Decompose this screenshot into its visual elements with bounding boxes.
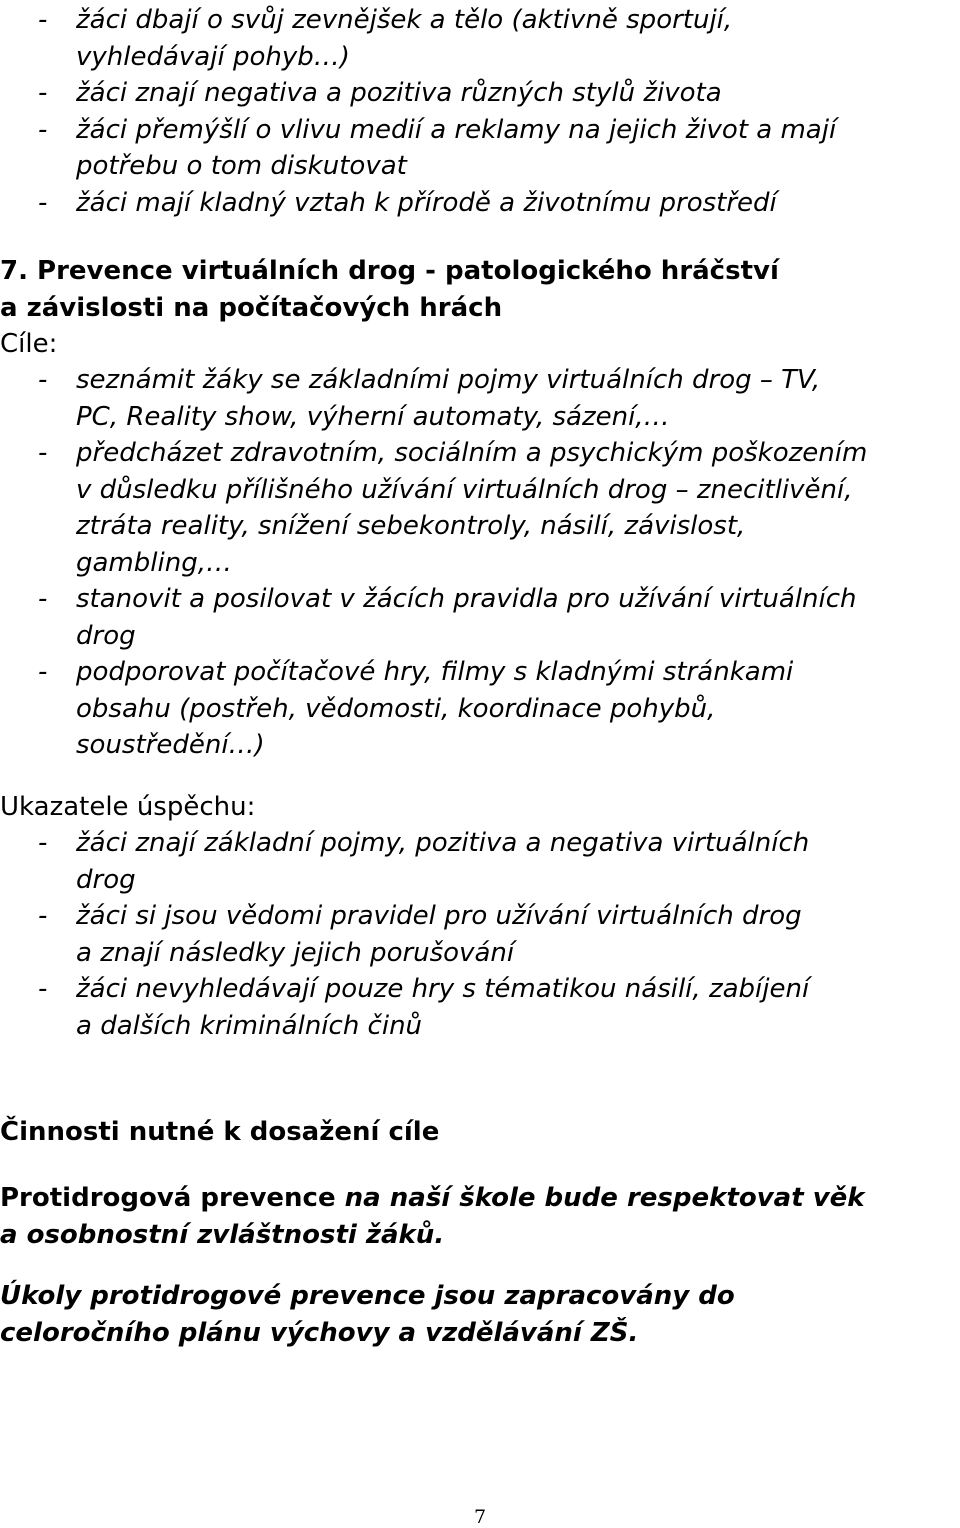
list-item-text [76, 112, 960, 185]
list-dash: - [38, 187, 48, 218]
list-item [0, 75, 960, 112]
list-item-line: ztráta reality, snížení sebekontroly, násilí, závislost, [76, 511, 746, 541]
list-item-text [76, 435, 960, 581]
list-item [0, 2, 960, 75]
list-item-line: v důsledku přílišného užívání virtuálních drog – znecitlivění, [76, 474, 853, 505]
statement-tasks-line-2: celoročního plánu výchovy a vzdělávání ZŠ. [0, 1317, 639, 1348]
list-item-text [76, 581, 960, 654]
statement-prevention-bold: Protidrogová prevence [0, 1183, 345, 1213]
list-item-line: žáci přemýšlí o vlivu medií a reklamy na jejich život a mají [76, 114, 837, 145]
list-item-text [76, 185, 960, 222]
list-item-text [76, 75, 960, 112]
list-item-line: stanovit a posilovat v žácích pravidla pro užívání virtuálních [76, 584, 857, 614]
list-item-line: žáci nevyhledávají pouze hry s tématikou násilí, zabíjení [76, 974, 810, 1004]
list-item-line: předcházet zdravotním, sociálním a psychickým poškozením [76, 438, 868, 468]
list-dash: - [38, 974, 48, 1004]
list-item-text [76, 654, 960, 764]
list-item-line: žáci znají negativa a pozitiva různých stylů života [76, 78, 722, 108]
list-item-line: gambling,… [76, 547, 232, 578]
list-item [0, 825, 960, 898]
activities-heading: Činnosti nutné k dosažení cíle [0, 1117, 440, 1147]
page-number: 7 [473, 1506, 487, 1528]
section-heading [0, 253, 960, 326]
list-dash: - [38, 584, 48, 614]
list-dash: - [38, 657, 48, 687]
list-item [0, 112, 960, 185]
list-item-line: obsahu (postřeh, vědomosti, koordinace pohybů, [76, 693, 716, 724]
list-item-text [76, 898, 960, 971]
statement-tasks [0, 1278, 960, 1351]
list-dash: - [38, 78, 48, 108]
list-item-line: vyhledávají pohyb…) [76, 41, 350, 72]
list-item-line: a znají následky jejich porušování [76, 937, 515, 968]
list-item [0, 581, 960, 654]
list-item [0, 898, 960, 971]
list-item-line: PC, Reality show, výherní automaty, sázení,… [76, 401, 670, 432]
list-item-text [76, 362, 960, 435]
list-dash: - [38, 114, 48, 145]
statement-prevention [0, 1180, 960, 1253]
list-item-line: potřebu o tom diskutovat [76, 151, 407, 181]
list-item-text [76, 825, 960, 898]
list-dash: - [38, 828, 48, 858]
list-item-line: žáci dbají o svůj zevnějšek a tělo (aktivně sportují, [76, 5, 733, 35]
list-item [0, 971, 960, 1044]
intro-list [0, 2, 960, 221]
list-item-text [76, 2, 960, 75]
statement-prevention-italic-1: na naší škole bude respektovat věk [344, 1183, 865, 1213]
statement-tasks-line-1: Úkoly protidrogové prevence jsou zapracovány do [0, 1281, 735, 1311]
list-item [0, 654, 960, 764]
list-item [0, 362, 960, 435]
list-item-line: podporovat počítačové hry, filmy s kladnými stránkami [76, 657, 794, 687]
list-dash: - [38, 5, 48, 35]
indicators-list [0, 825, 960, 1044]
list-item-line: žáci znají základní pojmy, pozitiva a negativa virtuálních [76, 828, 810, 858]
list-item-text [76, 971, 960, 1044]
list-item-line: seznámit žáky se základními pojmy virtuálních drog – TV, [76, 365, 821, 395]
list-item-line: drog [76, 864, 136, 895]
section-heading-line-1: 7. Prevence virtuálních drog - patologického hráčství [0, 256, 779, 286]
list-item [0, 435, 960, 581]
indicators-label: Ukazatele úspěchu: [0, 792, 256, 822]
statement-prevention-italic-2: a osobnostní zvláštnosti žáků. [0, 1219, 445, 1250]
list-item [0, 185, 960, 222]
goals-list [0, 362, 960, 764]
list-item-line: a dalších kriminálních činů [76, 1010, 423, 1041]
goals-label: Cíle: [0, 329, 58, 359]
section-heading-line-2: a závislosti na počítačových hrách [0, 292, 503, 323]
list-dash: - [38, 901, 48, 931]
list-item-line: žáci si jsou vědomi pravidel pro užívání virtuálních drog [76, 901, 802, 931]
list-item-line: žáci mají kladný vztah k přírodě a životnímu prostředí [76, 187, 777, 218]
list-dash: - [38, 438, 48, 468]
list-item-line: drog [76, 620, 136, 651]
list-item-line: soustředění…) [76, 730, 265, 760]
list-dash: - [38, 365, 48, 395]
